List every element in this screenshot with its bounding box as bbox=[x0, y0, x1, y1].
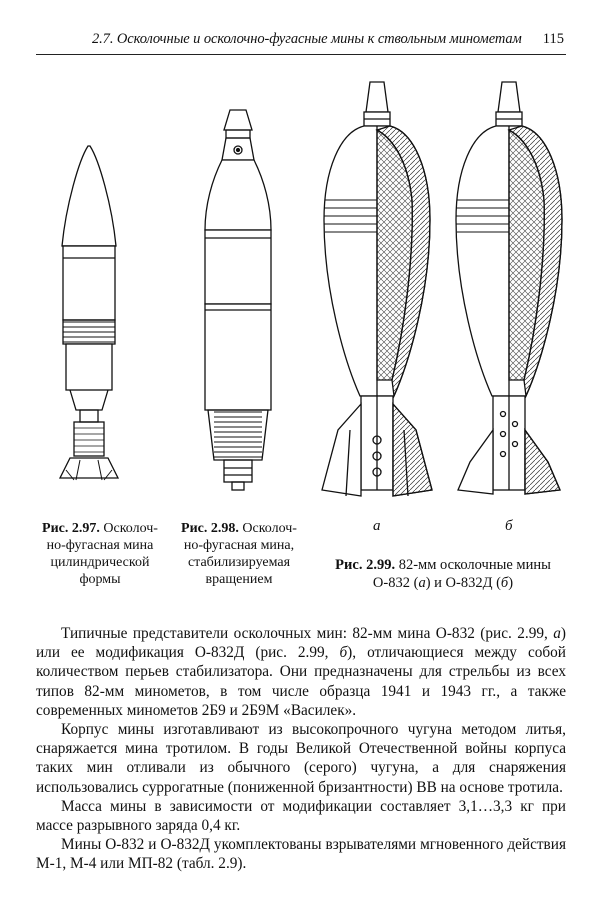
figure-2-99-text-3: ) bbox=[508, 575, 514, 591]
figure-2-99-text-1: 82-мм осколочные мины О-832 ( bbox=[372, 557, 551, 591]
p1-em-a: а bbox=[553, 625, 561, 642]
mine-2-98-drawing bbox=[205, 110, 271, 490]
p1-em-b: б bbox=[339, 644, 348, 662]
subfigure-label-a: а bbox=[373, 518, 381, 534]
mine-2-99a-drawing bbox=[322, 82, 432, 496]
figure-2-99-em-a: а bbox=[418, 575, 426, 591]
figure-2-99-em-b: б bbox=[500, 575, 509, 591]
figure-2-98-text: Осколочно-фугасная мина, стабилизируемая вращением bbox=[183, 521, 297, 587]
mine-2-99b-drawing bbox=[456, 82, 562, 494]
paragraph-2: Корпус мины изготавливают из высокопрочного чугуна методом литья, снаряжается мина тротилом. В годы Великой Отечественной войны корпуса таких мин отливали из обычного (серого) чугуна, а для снаряжения использовались суррогатные (пониженной бризантности) ВВ на основе тротила. bbox=[36, 721, 566, 796]
paragraph-4: Мины О-832 и О-832Д укомплектованы взрывателями мгновенного действия М-1, М-4 или МП-82 (табл. 2.9). bbox=[36, 836, 566, 873]
p1-part-c: ), отличающиеся между собой количеством перьев стабилизатора. Они предназначены для стрельбы из всех типов 82-мм минометов, в том числе образца 1941 и 1943 гг., а также современных минометов 2Б9 и 2Б9М «Василек». bbox=[36, 644, 566, 719]
body-text bbox=[36, 624, 566, 874]
figure-2-98-label: Рис. 2.98. bbox=[181, 521, 239, 536]
figure-2-99-label: Рис. 2.99. bbox=[335, 557, 396, 573]
figure-2-99-caption bbox=[318, 556, 568, 592]
mine-2-97-drawing bbox=[60, 146, 118, 480]
paragraph-3: Масса мины в зависимости от модификации составляет 3,1…3,3 кг при массе разрывного заряда 0,4 кг. bbox=[36, 797, 566, 835]
figure-2-99-text-2: ) и О-832Д ( bbox=[425, 575, 501, 591]
p1-part-b: ) или ее модификация О-832Д (рис. 2.99, bbox=[36, 625, 566, 662]
header-title: 2.7. Осколочные и осколочно-фугасные мины к ствольным минометам bbox=[92, 31, 522, 47]
paragraph-1 bbox=[36, 624, 566, 720]
figure-2-97-text: Осколочно-фугасная мина цилиндрической формы bbox=[46, 521, 158, 587]
p1-part-a: Типичные представители осколочных мин: 82-мм мина О-832 (рис. 2.99, bbox=[61, 625, 554, 642]
subfigure-label-b: б bbox=[505, 518, 513, 534]
figure-2-98-caption bbox=[176, 520, 302, 588]
figure-2-97-label: Рис. 2.97. bbox=[42, 521, 100, 536]
figure-2-97-caption bbox=[36, 520, 164, 588]
page-number: 115 bbox=[542, 31, 564, 47]
